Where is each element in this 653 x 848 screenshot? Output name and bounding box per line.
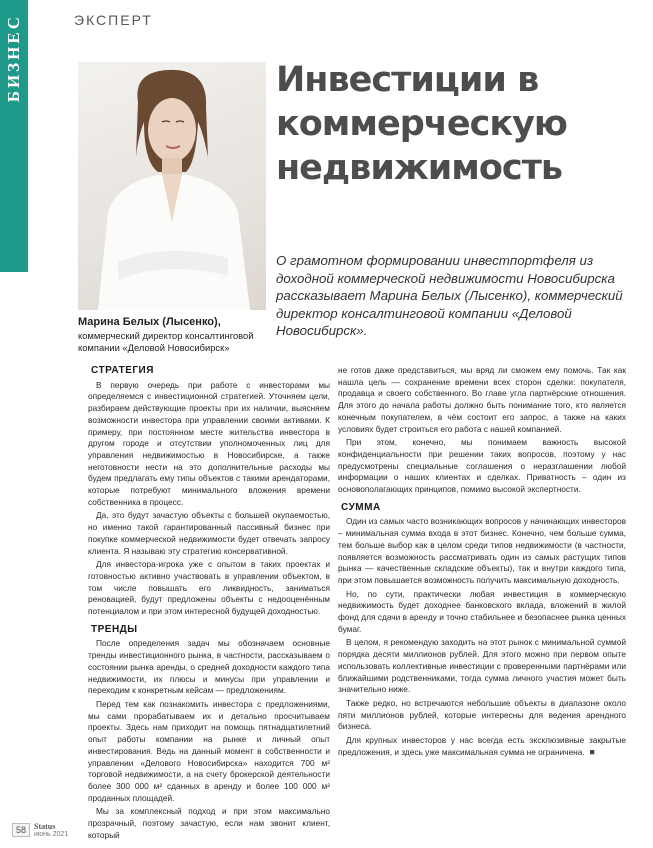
paragraph: После определения задач мы обозначаем основные тренды инвестиционного рынка, в частности, рассказываем о состоянии рынка аренды, о средней доходности каждого типа недвижимости, их плюсы и минусы при управлении и переходим к конкретным кейсам — предложениям. [88,638,330,696]
paragraph: Также редко, но встречаются небольшие объекты в диапазоне около пяти миллионов рублей, которые интересны для ведения арендного бизнеса. [338,697,626,732]
heading-trends: ТРЕНДЫ [91,623,138,635]
paragraph: Один из самых часто возникающих вопросов у начинающих инвесторов – минимальная сумма входа в этот бизнес. Конечно, чем больше сумма, тем больше выбор как в целом среди типов недвижимости (в частности, появляется возможность рассматривать один из самых растущих типов рынка — качественные складские объекты), так и внутри каждого типа, при этом повышается возможность получить максимальную доходность. [338,516,626,585]
heading-strategy: СТРАТЕГИЯ [91,365,154,376]
magazine-info [34,823,68,838]
article-lead: О грамотном формировании инвестпортфеля из доходной коммерческой недвижимости Новосибирска рассказывает Марина Белых (Лысенко), коммерческий директор консалтинговой компании «Деловой Новосибирск». [276,253,623,338]
magazine-issue: июнь 2021 [34,830,69,838]
rubric-label: ЭКСПЕРТ [74,12,153,28]
heading-sum: СУММА [341,501,381,513]
paragraph: Мы за комплексный подход и при этом максимально прозрачный, поэтому зачастую, если нам звонит клиент, который [88,806,330,840]
paragraph: Перед тем как познакомить инвестора с предложениями, мы сами прорабатываем их и детально просчитываем проекты. Здесь нам приходит на помощь пятнадцатилетний опыт работы компании на рынке и личный опыт инвестирования. Ведь на данный момент в собственности и управлении «Делового Новосибирска» находится 700 м² торговой недвижимости, а на счету брокерской деятельности более 300 000 м² сданных в аренду и более 100 000 м² проданных площадей. [88,698,330,803]
paragraph: В первую очередь при работе с инвесторами мы определяемся с инвестиционной стратегией. Уточняем цели, разбираем действующие проекты при их наличии, выясняем возможности инвестора при управлении своими активами. К примеру, при постоянном месте жительства инвестора в другом городе и отсутствии уполномоченных лиц для управления недвижимостью в Новосибирске, а также неготовности нести на это дополнительные расходы мы будем предлагать ему типы объектов с такими арендаторами, которые потребуют минимального вложения времени собственника в процесс. [88,379,330,507]
paragraph: Но, по сути, практически любая инвестиция в коммерческую недвижимость будет доходнее банковского вклада, вложений в жилой фонд для сдачи в аренду и точно стабильнее и безопаснее рынка ценных бумаг. [338,588,626,634]
paragraph: Для крупных инвесторов у нас всегда есть эксклюзивные закрытые предложения, и здесь уже максимальная сумма не ограничена. ◾ [338,735,626,757]
photo-caption [78,316,274,355]
page-footer [12,822,68,838]
portrait-photo [78,62,266,310]
section-tab-label: БИЗНЕС [4,14,23,103]
paragraph: В целом, я рекомендую заходить на этот рынок с минимальной суммой порядка десяти миллионов рублей. Для этого можно при первом опыте использовать коллективные инвестиции с проверенными партнёрами или ближайшими родственниками, тогда сумма личного участия может быть значительно ниже. [338,637,626,695]
paragraph: не готов даже представиться, мы вряд ли сможем ему помочь. Так как нашла цель — сохранение времени всех сторон сделки: покупателя, продавца и своего собственного. Во главе угла партнёрские отношения. Для этого до начала работы должно быть понимание того, кто является конечным покупателем, в чём состоит его запрос, а также на каких условиях будет строиться его работа с нашей компанией. [338,365,626,434]
article-column-left [88,365,330,843]
section-tab [0,0,28,272]
paragraph: Для инвестора-игрока уже с опытом в таких проектах и готовностью активно участвовать в управлении объектом, в том числе повышать его ликвидность, заниматься реновацией, будут предложены объекты с недооценённым потенциалом и при этом интересной будущей доходностью. [88,559,330,617]
article-column-right [338,365,626,761]
article-title: Инвестиции в коммерческую недвижимость [276,60,567,188]
caption-name: Марина Белых (Лысенко), [78,316,221,328]
magazine-name: Status [34,821,56,831]
paragraph: При этом, конечно, мы понимаем важность высокой конфиденциальности при решении таких вопросов, поэтому у нас предусмотрены специальные соглашения о неразглашении любой информации о наших клиентах и сделках. Приватность – один из основополагающих принципов, помимо высокой экспертности. [338,437,626,495]
portrait-illustration [78,62,266,310]
page-number: 58 [12,823,30,837]
caption-role: коммерческий директор консалтинговой компании «Деловой Новосибирск» [78,329,254,353]
paragraph: Да, это будут зачастую объекты с большей окупаемостью, но именно такой гарантированный пассивный бизнес при покупке коммерческой недвижимости будет отвечать запросу клиента. Я называю эту стратегию консервативной. [88,510,330,556]
